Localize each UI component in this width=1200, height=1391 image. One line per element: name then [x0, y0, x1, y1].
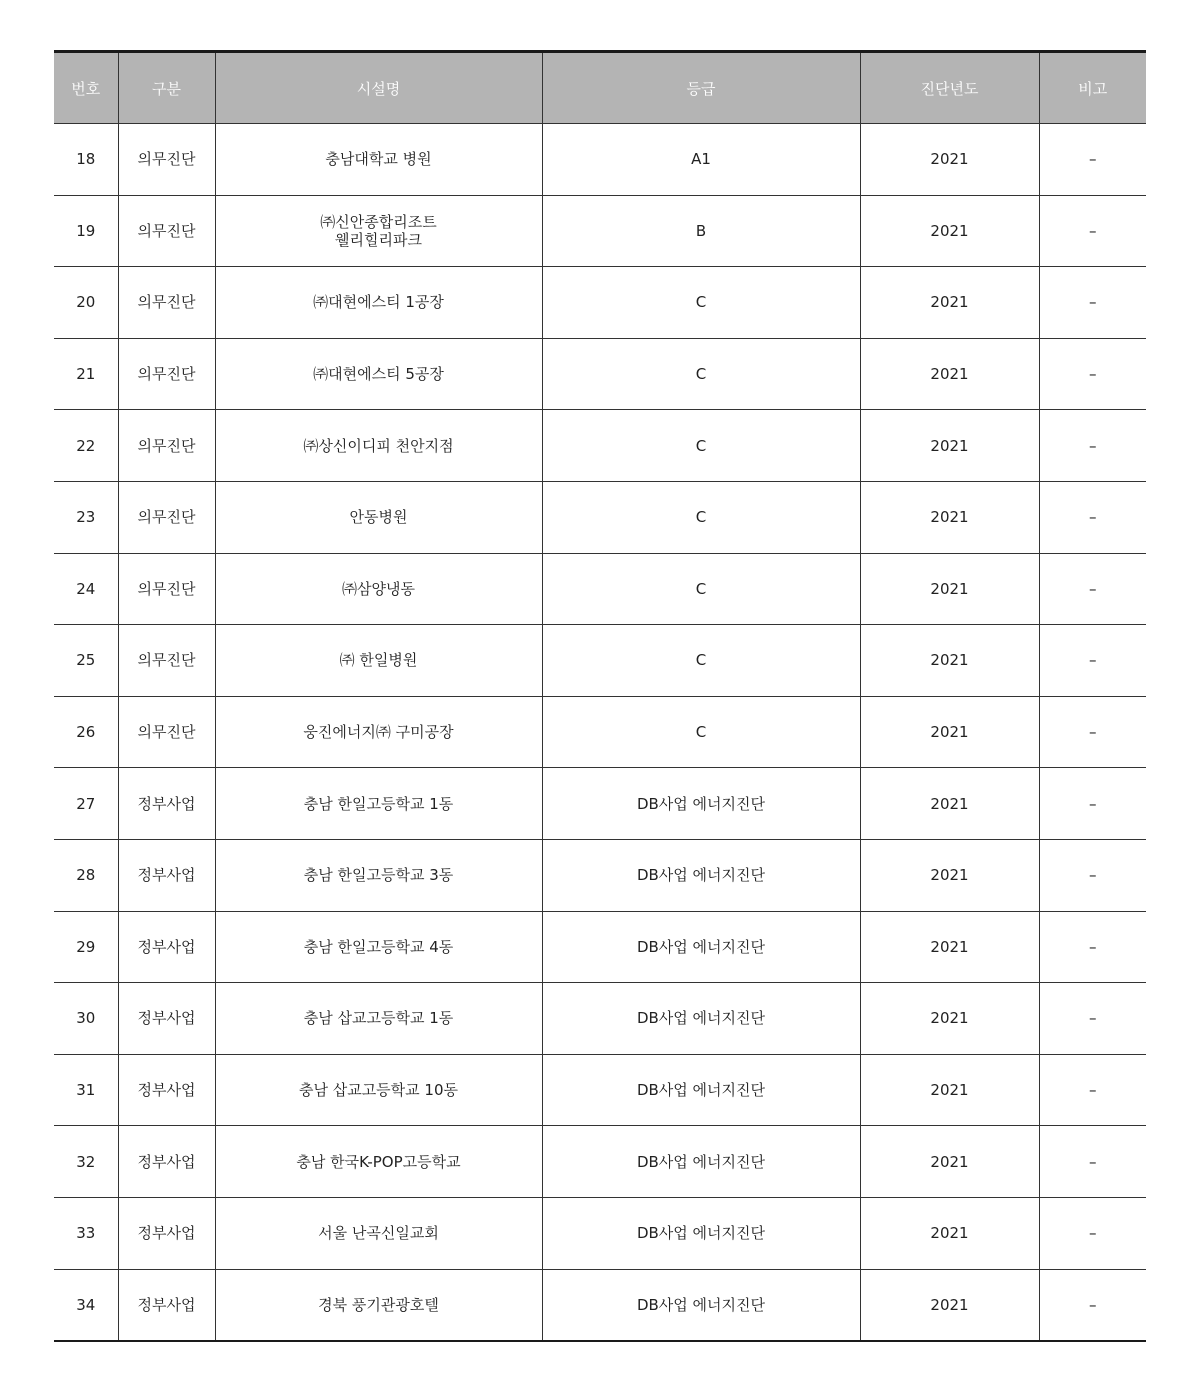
facility-name-line: 웅진에너지㈜ 구미공장 [303, 723, 454, 742]
cell-remarks: – [1039, 839, 1146, 911]
cell-category: 의무진단 [118, 481, 215, 553]
facility-name-line: ㈜삼양냉동 [342, 579, 415, 598]
cell-number: 22 [54, 410, 118, 482]
cell-facility-name [215, 553, 542, 625]
cell-number: 18 [54, 124, 118, 196]
cell-facility-name [215, 1269, 542, 1341]
cell-remarks: – [1039, 768, 1146, 840]
cell-remarks: – [1039, 1197, 1146, 1269]
cell-remarks: – [1039, 696, 1146, 768]
cell-category: 정부사업 [118, 1054, 215, 1126]
facility-name-line: ㈜대현에스티 1공장 [313, 293, 444, 312]
header-remarks: 비고 [1039, 52, 1146, 124]
cell-category: 의무진단 [118, 410, 215, 482]
cell-remarks: – [1039, 553, 1146, 625]
facility-name-line: 충남 삽교고등학교 1동 [303, 1009, 454, 1028]
facility-name-line: ㈜상신이디피 천안지점 [303, 436, 454, 455]
table-row [54, 839, 1146, 911]
cell-grade: DB사업 에너지진단 [542, 1269, 860, 1341]
cell-diagnosis-year: 2021 [860, 768, 1039, 840]
cell-facility-name [215, 768, 542, 840]
cell-category: 의무진단 [118, 124, 215, 196]
cell-diagnosis-year: 2021 [860, 267, 1039, 339]
facility-name-line: 안동병원 [349, 508, 408, 527]
cell-facility-name [215, 195, 542, 267]
cell-remarks: – [1039, 1054, 1146, 1126]
cell-grade: DB사업 에너지진단 [542, 1126, 860, 1198]
header-diagnosis-year: 진단년도 [860, 52, 1039, 124]
table-row [54, 124, 1146, 196]
cell-diagnosis-year: 2021 [860, 1054, 1039, 1126]
table-header-row [54, 52, 1146, 124]
cell-number: 30 [54, 983, 118, 1055]
facility-name-line: 충남 한일고등학교 1동 [303, 794, 454, 813]
facility-name-line: 충남대학교 병원 [325, 150, 432, 169]
cell-remarks: – [1039, 124, 1146, 196]
cell-number: 20 [54, 267, 118, 339]
cell-category: 정부사업 [118, 1126, 215, 1198]
cell-grade: C [542, 696, 860, 768]
cell-remarks: – [1039, 1269, 1146, 1341]
cell-number: 32 [54, 1126, 118, 1198]
table-row [54, 1269, 1146, 1341]
cell-diagnosis-year: 2021 [860, 195, 1039, 267]
header-number: 번호 [54, 52, 118, 124]
cell-diagnosis-year: 2021 [860, 696, 1039, 768]
cell-category: 의무진단 [118, 338, 215, 410]
cell-grade: C [542, 481, 860, 553]
cell-number: 23 [54, 481, 118, 553]
cell-grade: DB사업 에너지진단 [542, 1197, 860, 1269]
cell-diagnosis-year: 2021 [860, 553, 1039, 625]
table-row [54, 267, 1146, 339]
cell-facility-name [215, 338, 542, 410]
cell-remarks: – [1039, 481, 1146, 553]
table-row [54, 338, 1146, 410]
cell-category: 의무진단 [118, 696, 215, 768]
table-row [54, 1197, 1146, 1269]
facility-name-line: 충남 한일고등학교 3동 [303, 866, 454, 885]
header-grade: 등급 [542, 52, 860, 124]
cell-remarks: – [1039, 195, 1146, 267]
cell-grade: DB사업 에너지진단 [542, 1054, 860, 1126]
facility-name-line: ㈜ 한일병원 [339, 651, 418, 670]
table-row [54, 553, 1146, 625]
header-category: 구분 [118, 52, 215, 124]
table-row [54, 696, 1146, 768]
cell-facility-name [215, 839, 542, 911]
cell-number: 27 [54, 768, 118, 840]
cell-category: 의무진단 [118, 267, 215, 339]
cell-facility-name [215, 1197, 542, 1269]
cell-diagnosis-year: 2021 [860, 338, 1039, 410]
facility-name-line: ㈜신안종합리조트 [320, 212, 437, 231]
cell-facility-name [215, 410, 542, 482]
table-body [54, 124, 1146, 1341]
cell-number: 29 [54, 911, 118, 983]
cell-facility-name [215, 983, 542, 1055]
cell-remarks: – [1039, 983, 1146, 1055]
cell-grade: DB사업 에너지진단 [542, 839, 860, 911]
cell-diagnosis-year: 2021 [860, 625, 1039, 697]
cell-grade: C [542, 625, 860, 697]
cell-facility-name [215, 481, 542, 553]
cell-remarks: – [1039, 267, 1146, 339]
cell-facility-name [215, 267, 542, 339]
cell-number: 19 [54, 195, 118, 267]
facility-name-line: 웰리힐리파크 [335, 230, 422, 249]
cell-facility-name [215, 625, 542, 697]
cell-grade: C [542, 267, 860, 339]
header-facility-name: 시설명 [215, 52, 542, 124]
facility-name-line: ㈜대현에스티 5공장 [313, 365, 444, 384]
cell-remarks: – [1039, 338, 1146, 410]
table-row [54, 410, 1146, 482]
cell-diagnosis-year: 2021 [860, 124, 1039, 196]
cell-remarks: – [1039, 911, 1146, 983]
facility-name-line: 서울 난곡신일교회 [318, 1224, 439, 1243]
cell-category: 정부사업 [118, 768, 215, 840]
facility-name-line: 충남 삽교고등학교 10동 [298, 1081, 459, 1100]
facility-table [54, 50, 1146, 1342]
cell-grade: C [542, 338, 860, 410]
cell-category: 의무진단 [118, 625, 215, 697]
cell-diagnosis-year: 2021 [860, 1126, 1039, 1198]
cell-facility-name [215, 1054, 542, 1126]
cell-facility-name [215, 124, 542, 196]
cell-grade: B [542, 195, 860, 267]
facility-table-container [54, 50, 1146, 1342]
cell-grade: C [542, 410, 860, 482]
cell-grade: DB사업 에너지진단 [542, 768, 860, 840]
table-row [54, 1126, 1146, 1198]
cell-category: 정부사업 [118, 1197, 215, 1269]
cell-category: 의무진단 [118, 195, 215, 267]
cell-diagnosis-year: 2021 [860, 983, 1039, 1055]
cell-diagnosis-year: 2021 [860, 1197, 1039, 1269]
cell-remarks: – [1039, 625, 1146, 697]
table-row [54, 481, 1146, 553]
cell-facility-name [215, 1126, 542, 1198]
cell-category: 정부사업 [118, 839, 215, 911]
table-row [54, 625, 1146, 697]
cell-grade: C [542, 553, 860, 625]
cell-diagnosis-year: 2021 [860, 839, 1039, 911]
cell-diagnosis-year: 2021 [860, 481, 1039, 553]
cell-remarks: – [1039, 1126, 1146, 1198]
table-row [54, 768, 1146, 840]
cell-diagnosis-year: 2021 [860, 1269, 1039, 1341]
cell-number: 21 [54, 338, 118, 410]
facility-name-line: 충남 한일고등학교 4동 [303, 937, 454, 956]
cell-facility-name [215, 696, 542, 768]
cell-grade: DB사업 에너지진단 [542, 911, 860, 983]
table-row [54, 1054, 1146, 1126]
cell-number: 25 [54, 625, 118, 697]
cell-category: 정부사업 [118, 1269, 215, 1341]
cell-grade: DB사업 에너지진단 [542, 983, 860, 1055]
cell-number: 28 [54, 839, 118, 911]
cell-grade: A1 [542, 124, 860, 196]
table-row [54, 195, 1146, 267]
facility-name-line: 충남 한국K-POP고등학교 [296, 1152, 461, 1171]
facility-name-line: 경북 풍기관광호텔 [318, 1295, 439, 1314]
cell-category: 의무진단 [118, 553, 215, 625]
cell-facility-name [215, 911, 542, 983]
table-row [54, 983, 1146, 1055]
cell-number: 26 [54, 696, 118, 768]
cell-number: 31 [54, 1054, 118, 1126]
cell-diagnosis-year: 2021 [860, 410, 1039, 482]
cell-category: 정부사업 [118, 983, 215, 1055]
cell-remarks: – [1039, 410, 1146, 482]
cell-number: 24 [54, 553, 118, 625]
cell-number: 33 [54, 1197, 118, 1269]
cell-category: 정부사업 [118, 911, 215, 983]
cell-diagnosis-year: 2021 [860, 911, 1039, 983]
table-row [54, 911, 1146, 983]
cell-number: 34 [54, 1269, 118, 1341]
